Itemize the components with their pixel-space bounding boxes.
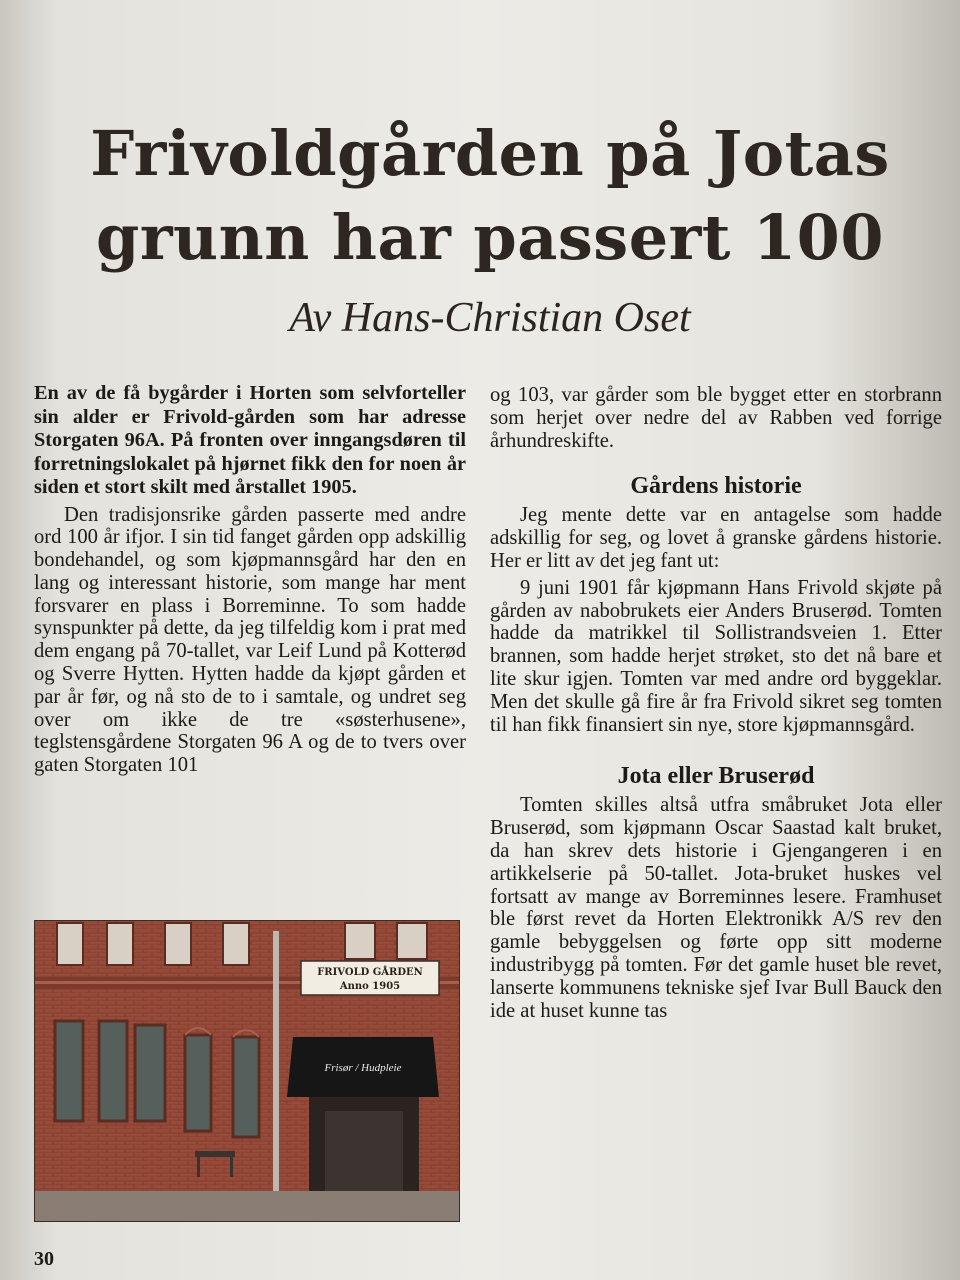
byline: Av Hans-Christian Oset: [289, 295, 691, 341]
title-line-1: Frivoldgården på Jotas: [90, 117, 890, 190]
left-column: [34, 382, 466, 777]
body-paragraph-4: Tomten skilles altså utfra småbruket Jota eller Bruserød, som kjøpmann Oscar Saastad kalt bruket, da han skrev dets historie i Gjengangeren i en artikkelserie på 50-tallet. Jota-bruket huskes vel fortsatt av mange av Borreminnes lesere. Framhuset ble først revet da Horten Elektronikk A/S rev den gamle bebyggelsen og førte opp sitt moderne industribygg på tomten. Før det gamle huset ble revet, lanserte kommunens tekniske sjef Ivar Bull Bauck den ide at huset kunne tas: [490, 794, 942, 1022]
body-paragraph-1-continued: og 103, var gårder som ble bygget etter en storbrann som herjet over nedre del av Rabben ved forrige århundreskifte.: [490, 384, 942, 452]
subheading-gardens-historie: Gårdens historie: [630, 473, 802, 500]
building-photo: [34, 920, 460, 1222]
article-title: [40, 112, 940, 280]
awning-text: Frisør / Hudpleie: [324, 1062, 402, 1074]
subheading-jota-eller-bruserod: Jota eller Bruserød: [617, 763, 815, 790]
body-paragraph-1: Den tradisjonsrike gården passerte med andre ord 100 år ifjor. I sin tid fanget gården opp adskillig bondehandel, og som kjøpmannsgård har den en lang og interessant historie, som mange har ment forsvarer en plass i Borreminne. To som hadde synspunkter på dette, da jeg tilfeldig kom i prat med dem engang på 70-tallet, var Leif Lund på Kotterød og Sverre Hytten. Hytten hadde da kjøpt gården et par år før, og nå sto de to i samtale, og undret seg over om ikke de tre «søsterhusene», teglstensgårdene Storgaten 96 A og de to tvers over gaten Storgaten 101: [34, 503, 466, 777]
title-line-2: grunn har passert 100: [96, 201, 884, 274]
sign-line-2: Anno 1905: [339, 981, 401, 992]
lead-paragraph: En av de få bygårder i Horten som selvforteller sin alder er Frivold-gården som har adresse Storgaten 96A. På fronten over inngangsdøren til forretningslokalet på hjørnet fikk den for noen år siden et stort skilt med årstallet 1905.: [34, 382, 466, 498]
sign-line-1: FRIVOLD GÅRDEN: [317, 967, 423, 978]
page-number: 30: [34, 1248, 54, 1270]
right-column: [490, 384, 942, 1022]
body-paragraph-3: 9 juni 1901 får kjøpmann Hans Frivold skjøte på gården av nabobrukets eier Anders Bruserød. Tomten hadde da matrikkel til Sollistrandsveien 1. Etter brannen, som hadde herjet strøket, sto det nå bare et lite skur igjen. Tomten var med andre ord byggeklar. Men det skulle gå fire år fra Frivold sikret seg tomten til han fikk finansiert sin nye, store kjøpmannsgård.: [490, 576, 942, 736]
body-paragraph-2: Jeg mente dette var en antagelse som hadde adskillig for seg, og lovet å granske gårdens historie. Her er litt av det jeg fant ut:: [490, 504, 942, 572]
